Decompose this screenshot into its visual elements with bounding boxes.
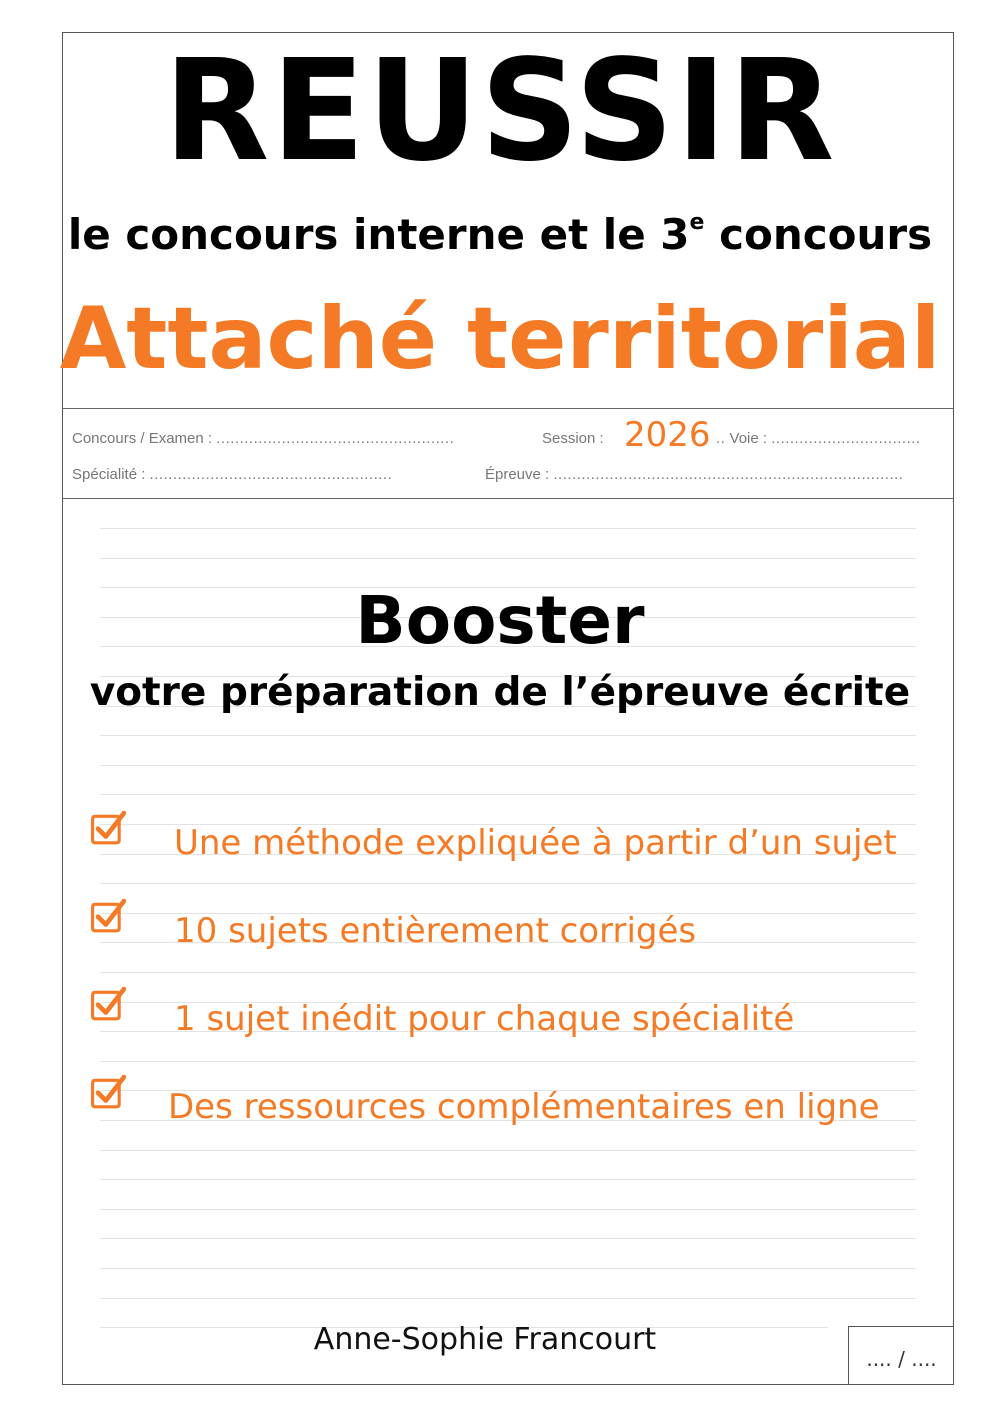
specialite-field	[72, 466, 392, 483]
ruled-line	[100, 1179, 916, 1180]
ruled-line	[100, 528, 916, 529]
specialite-dots: ....................................................	[149, 466, 393, 483]
cover-subtitle	[0, 210, 1000, 259]
voie-dots: ................................	[771, 430, 921, 447]
ruled-line	[100, 735, 916, 736]
ruled-line	[100, 558, 916, 559]
ruled-line	[100, 1150, 916, 1151]
session-dots: ..	[716, 430, 726, 447]
concours-field	[72, 430, 454, 447]
checkbox-icon	[86, 986, 132, 1022]
ruled-line	[100, 1298, 916, 1299]
feature-item: 10 sujets entièrement corrigés	[174, 911, 697, 951]
subtitle-main: le concours interne et le 3	[67, 210, 690, 259]
form-bottom-divider	[62, 498, 954, 499]
ruled-line	[100, 1061, 916, 1062]
specialite-label: Spécialité :	[72, 466, 146, 483]
form-top-divider	[62, 408, 954, 409]
page-number-box	[848, 1326, 954, 1385]
epreuve-field	[485, 466, 903, 483]
concours-dots: ...................................................	[216, 430, 455, 447]
cover-title: REUSSIR	[163, 30, 837, 193]
ruled-line	[100, 794, 916, 795]
checkbox-icon	[86, 810, 132, 846]
subtitle-end: concours	[704, 210, 933, 259]
ruled-line	[100, 1268, 916, 1269]
voie-label: Voie :	[729, 430, 768, 447]
booster-subheading: votre préparation de l’épreuve écrite	[89, 670, 911, 715]
ruled-line	[100, 1209, 916, 1210]
page-number: .... / ....	[866, 1347, 937, 1371]
session-field	[542, 430, 604, 447]
ruled-line	[100, 1238, 916, 1239]
concours-label: Concours / Examen :	[72, 430, 213, 447]
ruled-line	[100, 765, 916, 766]
author-name: Anne-Sophie Francourt	[313, 1322, 657, 1357]
checkbox-icon	[86, 898, 132, 934]
session-year: 2026	[624, 415, 711, 455]
booster-heading: Booster	[355, 582, 645, 659]
subtitle-superscript: e	[689, 210, 705, 235]
ruled-line	[100, 883, 916, 884]
exam-title: Attaché territorial	[59, 289, 941, 389]
feature-item: Une méthode expliquée à partir d’un sujet	[174, 823, 897, 863]
epreuve-label: Épreuve :	[485, 466, 550, 483]
checkbox-icon	[86, 1074, 132, 1110]
feature-item: 1 sujet inédit pour chaque spécialité	[174, 999, 795, 1039]
voie-field	[716, 430, 921, 447]
epreuve-dots: ...........................................................................	[553, 466, 904, 483]
session-label: Session :	[542, 430, 604, 447]
feature-item: Des ressources complémentaires en ligne	[168, 1087, 880, 1127]
ruled-line	[100, 972, 916, 973]
